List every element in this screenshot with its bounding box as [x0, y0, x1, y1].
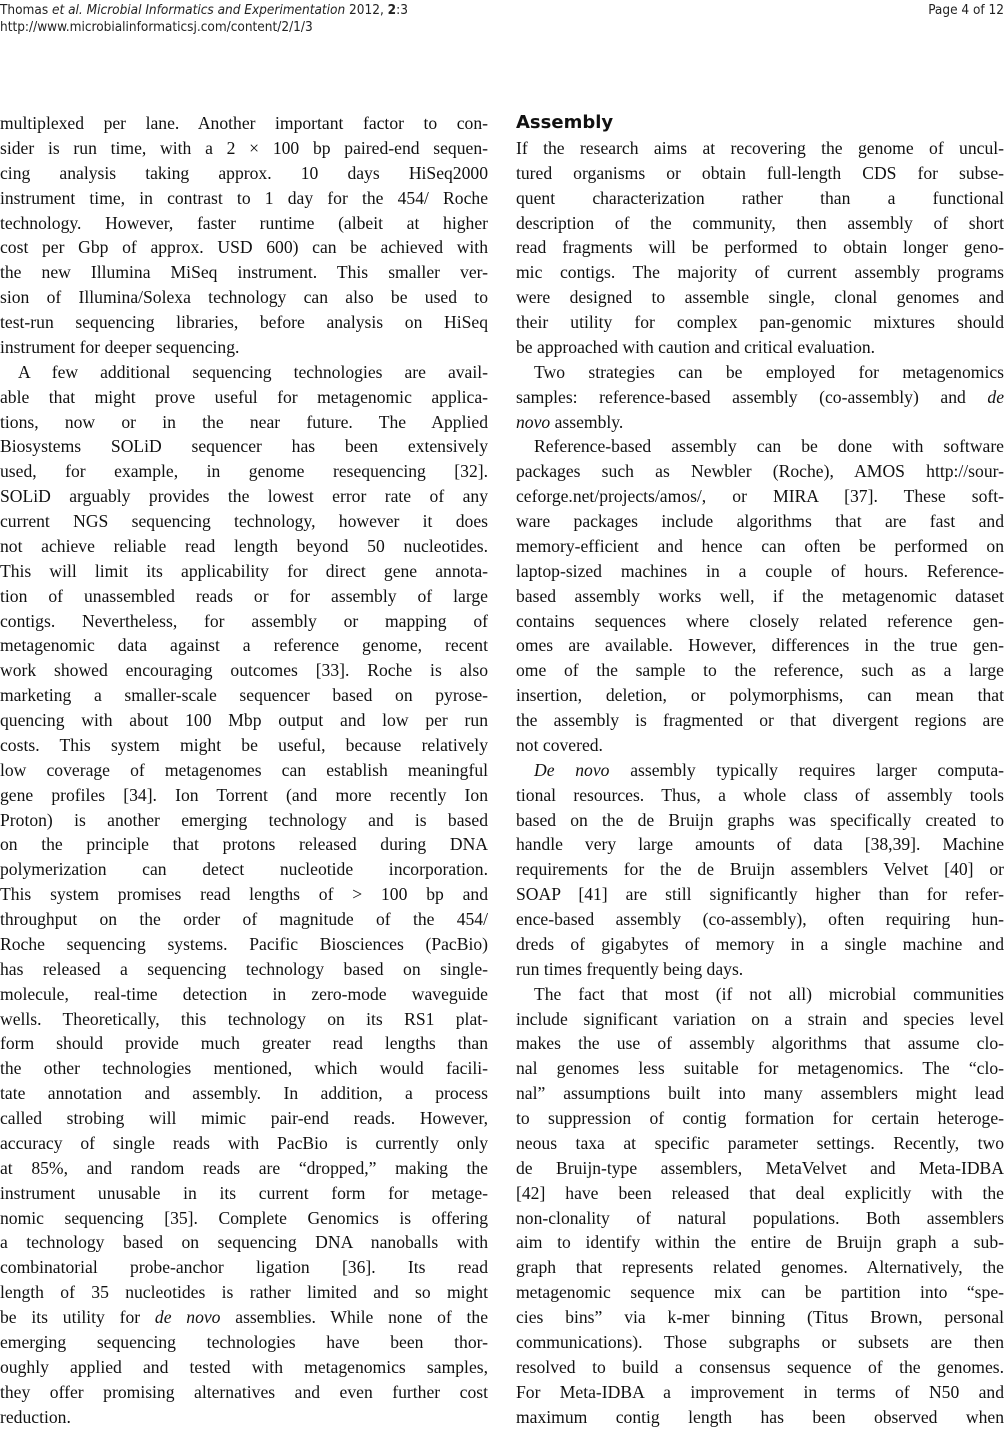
italic-term: de novo	[154, 1307, 221, 1327]
text-line: oughly applied and tested with metagenomics samples,	[0, 1356, 488, 1377]
text-line: makes the use of assembly algorithms that assume clo-	[516, 1033, 1004, 1054]
text-line: based on the de Bruijn graphs was specifically created to	[516, 809, 1004, 830]
text-line: Two strategies can be employed for metagenomics	[534, 361, 1004, 382]
text-line: ence-based assembly (co-assembly), often requiring hun-	[516, 909, 1004, 929]
text-line: were designed to assemble single, clonal genomes and	[516, 287, 1004, 308]
text-line: sider is run time, with a 2 × 100 bp paired-end sequen-	[0, 137, 488, 158]
text-line: their utility for complex pan-genomic mixtures should	[516, 312, 1004, 332]
text-line: De novo assembly typically requires larger computa-	[534, 759, 1004, 780]
header-volume: 2	[387, 2, 397, 18]
text-line: aim to identify within the entire de Bruijn graph a sub-	[516, 1232, 1004, 1253]
text-line: be approached with caution and critical evaluation.	[516, 336, 876, 357]
text-line: tional resources. Thus, a whole class of assembly tools	[516, 784, 1004, 805]
text-line: the new Illumina MiSeq instrument. This smaller ver-	[0, 262, 488, 283]
text-line: A few additional sequencing technologies are avail-	[18, 361, 488, 382]
text-line: [42] have been released that deal explicitly with the	[516, 1182, 1004, 1203]
text-line: This will limit its applicability for direct gene annota-	[0, 560, 488, 581]
text-line: read fragments will be performed to obtain longer geno-	[516, 237, 1004, 258]
text-line: able that might prove useful for metagenomic applica-	[0, 386, 488, 407]
text-line: marketing a smaller-scale sequencer based on pyrose-	[0, 685, 488, 706]
text-line: packages such as Newbler (Roche), AMOS http://sour-	[516, 461, 1004, 482]
header-author: Thomas	[0, 2, 49, 18]
text-line: omes are available. However, differences in the true gen-	[516, 635, 1004, 656]
text-line: not covered.	[516, 734, 603, 755]
paragraph	[516, 982, 1004, 1430]
text-line: cost per Gbp of approx. USD 600) can be achieved with	[0, 237, 488, 258]
text-line: be its utility for de novo assemblies. While none of the	[0, 1307, 488, 1327]
text-line: cies bins” via k-mer binning (Titus Brown, personal	[516, 1307, 1004, 1327]
text-line: graph that represents related genomes. Alternatively, the	[516, 1257, 1004, 1278]
text-line: If the research aims at recovering the genome of uncul-	[516, 137, 1004, 158]
text-line: multiplexed per lane. Another important factor to con-	[0, 113, 488, 133]
text-line: throughput on the order of magnitude of the 454/	[0, 909, 488, 929]
text-line: ware packages include algorithms that are fast and	[516, 511, 1004, 531]
header-issue: :3	[396, 2, 408, 18]
text-line: based assembly works well, if the metagenomic dataset	[516, 585, 1004, 606]
text-line: technology. However, faster runtime (albeit at higher	[0, 212, 488, 233]
text-line: quencing with about 100 Mbp output and low per run	[0, 710, 488, 730]
text-line: test-run sequencing libraries, before analysis on HiSeq	[0, 312, 488, 332]
right-column	[516, 111, 1004, 1429]
italic-term: De novo	[534, 759, 610, 780]
text-line: the other technologies mentioned, which would facili-	[0, 1058, 488, 1079]
text-line: nal” assumptions built into many assemblers might lead	[516, 1083, 1004, 1104]
left-column	[0, 111, 488, 1429]
text-line: called strobing will mimic pair-end reads. However,	[0, 1108, 488, 1128]
text-line: de Bruijn-type assemblers, MetaVelvet and Meta-IDBA	[516, 1157, 1004, 1178]
text-line: ome of the sample to the reference, such as a large	[516, 660, 1004, 681]
text-line: not achieve reliable read length beyond 50 nucleotides.	[0, 535, 488, 556]
text-line: nal genomes less suitable for metagenomics. The “clo-	[516, 1058, 1004, 1079]
text-line: instrument for deeper sequencing.	[0, 336, 240, 357]
text-line: quent characterization rather than a functional	[516, 187, 1004, 208]
text-line: on the principle that protons released during DNA	[0, 834, 488, 855]
text-line: non-clonality of natural populations. Both assemblers	[516, 1207, 1004, 1228]
header-url[interactable]: http://www.microbialinformaticsj.com/content/2/1/3	[0, 19, 313, 35]
text-line: Biosystems SOLiD sequencer has been extensively	[0, 436, 488, 457]
text-line: include significant variation on a strain and species level	[516, 1008, 1004, 1029]
text-line: neous taxa at specific parameter settings. Recently, two	[516, 1132, 1004, 1153]
text-line: form should provide much greater read lengths than	[0, 1033, 488, 1054]
text-line: communications). Those subgraphs or subsets are then	[516, 1331, 1004, 1352]
text-line: cing analysis taking approx. 10 days HiSeq2000	[0, 162, 488, 183]
text-line: wells. Theoretically, this technology on its RS1 plat-	[0, 1008, 488, 1029]
text-line: combinatorial probe-anchor ligation [36]. Its read	[0, 1257, 488, 1278]
text-line: polymerization can detect nucleotide incorporation.	[0, 859, 488, 880]
text-line: tured organisms or obtain full-length CDS for subse-	[516, 162, 1004, 183]
page-number: Page 4 of 12	[928, 2, 1004, 18]
text-line: emerging sequencing technologies have been thor-	[0, 1331, 488, 1352]
text-line: molecule, real-time detection in zero-mode waveguide	[0, 983, 488, 1004]
text-line: The fact that most (if not all) microbial communities	[534, 983, 1004, 1004]
text-line: instrument unusable in its current form for metage-	[0, 1182, 488, 1203]
text-line: sion of Illumina/Solexa technology can also be used to	[0, 287, 488, 308]
header-journal: Microbial Informatics and Experimentation	[86, 2, 346, 18]
text-line: This system promises read lengths of > 100 bp and	[0, 884, 488, 905]
text-line: length of 35 nucleotides is rather limited and so might	[0, 1282, 488, 1303]
paragraph	[516, 434, 1004, 757]
text-line: contigs. Nevertheless, for assembly or mapping of	[0, 610, 488, 631]
text-line: low coverage of metagenomes can establish meaningful	[0, 759, 488, 780]
text-line: to suppression of contig formation for certain heteroge-	[516, 1108, 1004, 1128]
text-line: mic contigs. The majority of current assembly programs	[516, 262, 1004, 283]
text-line: dreds of gigabytes of memory in a single machine and	[516, 933, 1004, 954]
text-line: handle very large amounts of data [38,39]. Machine	[516, 834, 1004, 855]
text-line: laptop-sized machines in a couple of hours. Reference-	[516, 560, 1004, 581]
text-line: resolved to build a consensus sequence of the genomes.	[516, 1356, 1004, 1377]
text-line: SOAP [41] are still significantly higher than for refer-	[516, 884, 1004, 905]
italic-term: novo	[516, 411, 551, 432]
text-line: tions, now or in the near future. The Applied	[0, 411, 488, 432]
text-line: costs. This system might be useful, because relatively	[0, 734, 488, 755]
text-line: metagenomic sequence mix can be partition into “spe-	[516, 1282, 1004, 1303]
italic-term: de	[987, 386, 1004, 407]
text-line: they offer promising alternatives and even further cost	[0, 1381, 488, 1402]
text-line: accuracy of single reads with PacBio is currently only	[0, 1132, 488, 1153]
text-line: at 85%, and random reads are “dropped,” making the	[0, 1157, 488, 1178]
text-line: used, for example, in genome resequencing [32].	[0, 461, 488, 482]
text-line: current NGS sequencing technology, however it does	[0, 511, 488, 531]
paragraph	[0, 360, 488, 1430]
paragraph	[516, 360, 1004, 435]
text-line: reduction.	[0, 1406, 71, 1427]
text-line: Proton) is another emerging technology and is based	[0, 809, 488, 830]
text-line: tate annotation and assembly. In addition, a process	[0, 1083, 488, 1104]
running-header-citation	[0, 2, 408, 18]
text-line: has released a sequencing technology based on single-	[0, 958, 488, 979]
section-heading-assembly: Assembly	[516, 112, 614, 133]
header-etal: et al.	[52, 2, 83, 18]
text-line: maximum contig length has been observed when	[516, 1406, 1004, 1427]
text-line: description of the community, then assembly of short	[516, 212, 1004, 233]
text-line: work showed encouraging outcomes [33]. Roche is also	[0, 660, 488, 681]
text-line: insertion, deletion, or polymorphisms, can mean that	[516, 685, 1004, 706]
text-line: Roche sequencing systems. Pacific Biosciences (PacBio)	[0, 933, 488, 954]
text-line: a technology based on sequencing DNA nanoballs with	[0, 1232, 488, 1253]
text-line: contains sequences where closely related reference gen-	[516, 610, 1004, 631]
paragraph	[516, 136, 1004, 360]
text-line: metagenomic data against a reference genome, recent	[0, 635, 488, 656]
paragraph	[0, 111, 488, 360]
text-line: the assembly is fragmented or that divergent regions are	[516, 710, 1004, 730]
text-line: ceforge.net/projects/amos/, or MIRA [37]. These soft-	[516, 486, 1004, 507]
text-line: run times frequently being days.	[516, 958, 744, 979]
text-line: For Meta-IDBA a improvement in terms of N50 and	[516, 1381, 1004, 1402]
header-year: 2012,	[349, 2, 384, 18]
text-line: samples: reference-based assembly (co-assembly) and de	[516, 386, 1004, 407]
text-line: requirements for the de Bruijn assemblers Velvet [40] or	[516, 859, 1004, 880]
text-line: instrument time, in contrast to 1 day for the 454/ Roche	[0, 187, 488, 208]
text-line: novo assembly.	[516, 411, 624, 432]
text-line: nomic sequencing [35]. Complete Genomics is offering	[0, 1207, 488, 1228]
text-line: SOLiD arguably provides the lowest error rate of any	[0, 486, 488, 507]
text-line: Reference-based assembly can be done with software	[534, 436, 1004, 457]
text-line: memory-efficient and hence can often be performed on	[516, 535, 1004, 556]
paragraph	[516, 758, 1004, 982]
text-line: gene profiles [34]. Ion Torrent (and more recently Ion	[0, 784, 488, 805]
text-line: tion of unassembled reads or for assembly of large	[0, 585, 488, 606]
